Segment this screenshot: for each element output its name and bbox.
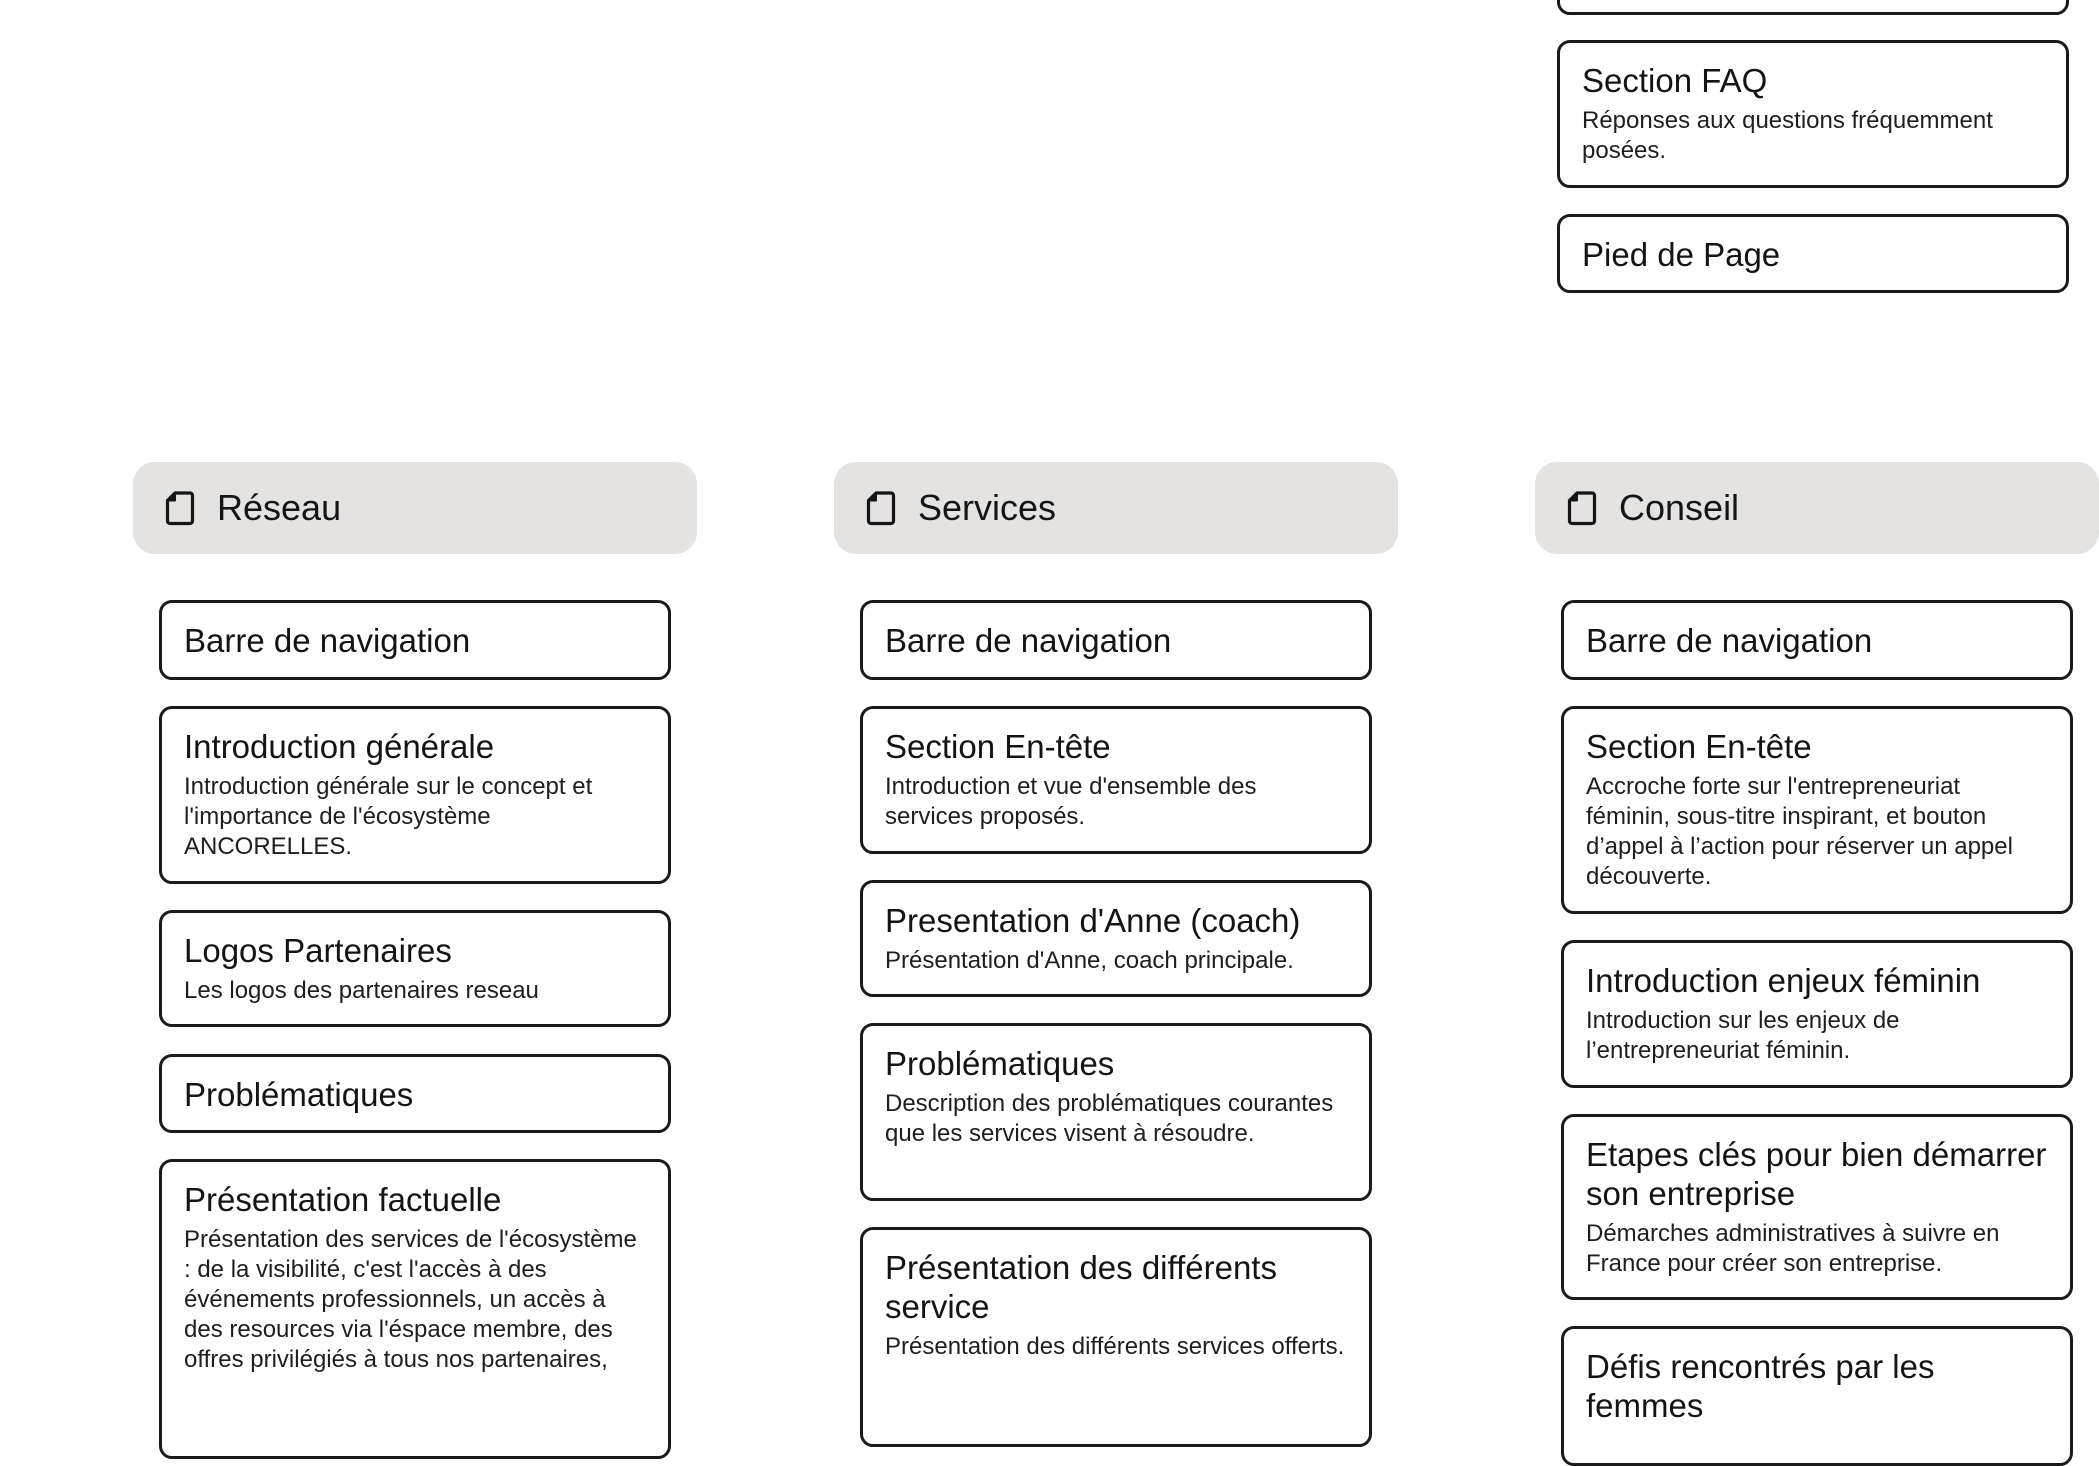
card-title: Etapes clés pour bien démarrer son entreprise [1586, 1136, 2047, 1212]
sitemap-card[interactable] [1561, 1114, 2073, 1300]
sitemap-card[interactable] [860, 1227, 1372, 1447]
sitemap-card[interactable] [159, 706, 671, 884]
card-description: Introduction sur les enjeux de l’entrepreneuriat féminin. [1586, 1007, 1900, 1064]
card-description: Introduction générale sur le concept et l'importance de l'écosystème ANCORELLES. [184, 773, 593, 860]
card-title: Section En-tête [885, 728, 1111, 765]
sitemap-card[interactable] [860, 1023, 1372, 1201]
card-title: Introduction générale [184, 728, 495, 765]
card-title: Présentation des différents service [885, 1249, 1277, 1325]
card-description: Présentation des services de l'écosystème : de la visibilité, c'est l'accès à des événements professionnels, un accès à des resources via l'éspace membre, des offres privilégiés à tous nos partenaires, [184, 1226, 637, 1373]
card-description: Les logos des partenaires reseau [184, 977, 539, 1004]
card-description: Réponses aux questions fréquemment posées. [1582, 107, 1993, 164]
card-title: Barre de navigation [184, 622, 471, 659]
document-icon [1567, 490, 1597, 526]
card-description: Présentation d'Anne, coach principale. [885, 947, 1294, 974]
card-description: Accroche forte sur l'entrepreneuriat féminin, sous-titre inspirant, et bouton d’appel à l’action pour réserver un appel découverte. [1586, 773, 2013, 890]
card-title: Section En-tête [1586, 728, 1812, 765]
sitemap-card[interactable] [860, 600, 1372, 680]
sitemap-card[interactable] [1557, 214, 2069, 293]
sitemap-card[interactable] [1561, 940, 2073, 1088]
sitemap-card[interactable] [159, 600, 671, 680]
card-title: Pied de Page [1582, 236, 1781, 273]
sitemap-card[interactable] [1561, 1326, 2073, 1466]
card-title: Section FAQ [1582, 62, 1768, 99]
card-title: Défis rencontrés par les femmes [1586, 1348, 1935, 1424]
sitemap-card[interactable] [159, 1159, 671, 1459]
page-header-services[interactable] [834, 462, 1398, 554]
card-description: Description des problématiques courantes que les services visent à résoudre. [885, 1090, 1334, 1147]
document-icon [866, 490, 896, 526]
page-title: Services [918, 487, 1057, 528]
card-title: Logos Partenaires [184, 932, 452, 969]
sitemap-card[interactable] [860, 880, 1372, 997]
sitemap-card[interactable] [1561, 706, 2073, 914]
sitemap-card-clipped[interactable] [1557, 0, 2069, 15]
card-description: Introduction et vue d'ensemble des services proposés. [885, 773, 1257, 830]
card-description: Présentation des différents services offerts. [885, 1333, 1345, 1360]
card-title: Barre de navigation [1586, 622, 1873, 659]
card-title: Présentation factuelle [184, 1181, 502, 1218]
sitemap-card[interactable] [159, 910, 671, 1027]
sitemap-card[interactable] [1561, 600, 2073, 680]
card-title: Problématiques [885, 1045, 1115, 1082]
page-title: Réseau [217, 487, 342, 528]
sitemap-card[interactable] [1557, 40, 2069, 188]
card-description: Démarches administratives à suivre en France pour créer son entreprise. [1586, 1220, 2000, 1277]
page-header-conseil[interactable] [1535, 462, 2099, 554]
card-title: Barre de navigation [885, 622, 1172, 659]
document-icon [165, 490, 195, 526]
page-header-reseau[interactable] [133, 462, 697, 554]
card-title: Introduction enjeux féminin [1586, 962, 1981, 999]
sitemap-card[interactable] [159, 1054, 671, 1133]
card-title: Presentation d'Anne (coach) [885, 902, 1301, 939]
page-title: Conseil [1619, 487, 1740, 528]
card-title: Problématiques [184, 1076, 414, 1113]
sitemap-card[interactable] [860, 706, 1372, 854]
